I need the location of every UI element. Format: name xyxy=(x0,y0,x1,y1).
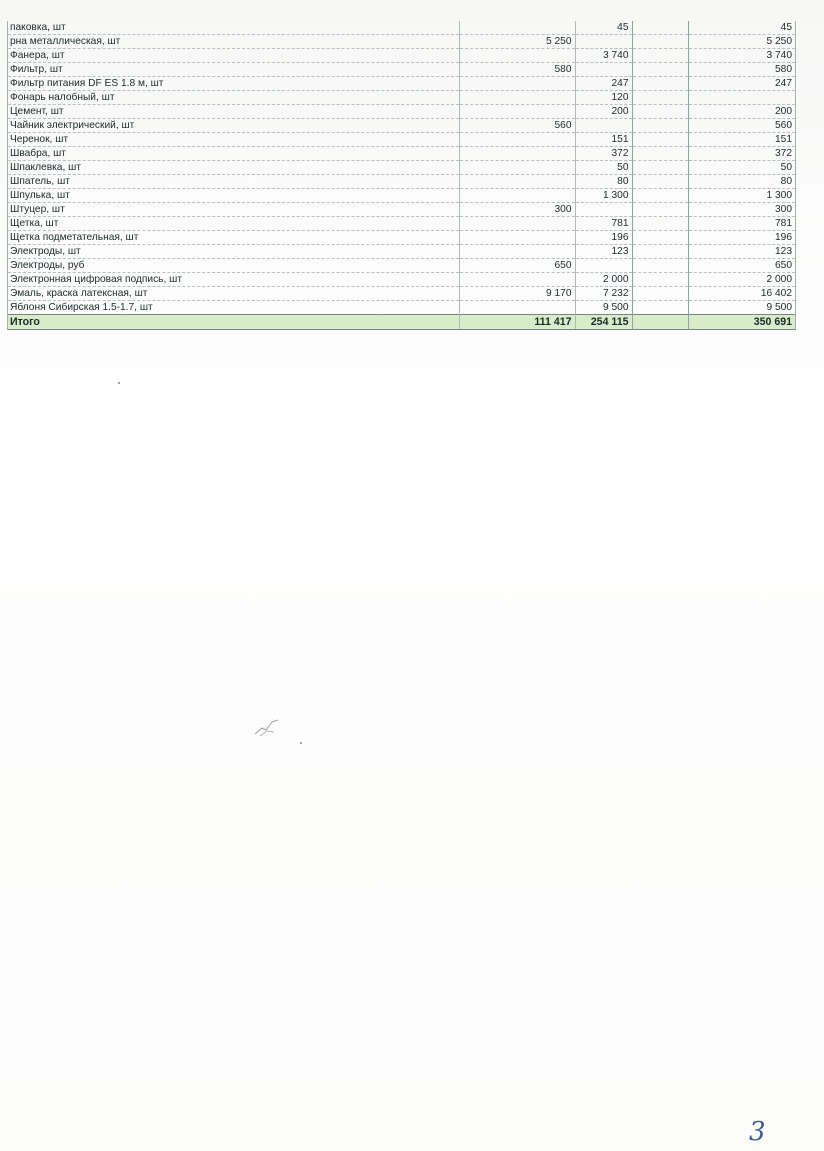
row-col-b: 151 xyxy=(575,133,632,147)
handwritten-page-number: 3 xyxy=(749,1117,766,1147)
row-col-c xyxy=(632,105,688,119)
row-name: Чайник электрический, шт xyxy=(8,119,459,133)
row-col-d: 80 xyxy=(688,175,795,189)
row-col-b: 7 232 xyxy=(575,287,632,301)
row-name: Электронная цифровая подпись, шт xyxy=(8,273,459,287)
row-col-d: 9 500 xyxy=(688,301,795,315)
row-name: Щетка подметательная, шт xyxy=(8,231,459,245)
table-row xyxy=(8,77,795,91)
row-col-c xyxy=(632,161,688,175)
row-col-c xyxy=(632,21,688,35)
row-name: Электроды, руб xyxy=(8,259,459,273)
table-row xyxy=(8,119,795,133)
row-col-c xyxy=(632,245,688,259)
total-row xyxy=(8,315,795,330)
row-col-a xyxy=(459,147,575,161)
row-col-c xyxy=(632,119,688,133)
table-row xyxy=(8,21,795,35)
row-col-b: 120 xyxy=(575,91,632,105)
row-col-b: 80 xyxy=(575,175,632,189)
row-name: рна металлическая, шт xyxy=(8,35,459,49)
row-col-d: 580 xyxy=(688,63,795,77)
row-col-d: 50 xyxy=(688,161,795,175)
row-col-d: 16 402 xyxy=(688,287,795,301)
row-col-b: 1 300 xyxy=(575,189,632,203)
table-body xyxy=(8,21,795,315)
row-col-d: 560 xyxy=(688,119,795,133)
table-row xyxy=(8,63,795,77)
row-col-a: 300 xyxy=(459,203,575,217)
row-name: Эмаль, краска латексная, шт xyxy=(8,287,459,301)
row-name: Фонарь налобный, шт xyxy=(8,91,459,105)
row-col-d: 1 300 xyxy=(688,189,795,203)
row-col-b xyxy=(575,35,632,49)
table-row xyxy=(8,259,795,273)
row-col-a xyxy=(459,217,575,231)
table-row xyxy=(8,35,795,49)
table-row xyxy=(8,203,795,217)
table-row xyxy=(8,175,795,189)
row-col-a xyxy=(459,231,575,245)
row-col-c xyxy=(632,77,688,91)
row-col-a xyxy=(459,105,575,119)
row-col-a xyxy=(459,273,575,287)
row-col-a xyxy=(459,161,575,175)
row-col-d: 2 000 xyxy=(688,273,795,287)
row-col-a xyxy=(459,21,575,35)
row-col-b xyxy=(575,119,632,133)
row-col-c xyxy=(632,49,688,63)
row-col-d: 196 xyxy=(688,231,795,245)
row-col-a xyxy=(459,77,575,91)
row-col-c xyxy=(632,287,688,301)
table-row xyxy=(8,133,795,147)
table-row xyxy=(8,189,795,203)
row-col-a: 650 xyxy=(459,259,575,273)
row-col-c xyxy=(632,189,688,203)
row-col-b: 2 000 xyxy=(575,273,632,287)
row-col-a: 5 250 xyxy=(459,35,575,49)
row-col-b: 247 xyxy=(575,77,632,91)
table-row xyxy=(8,147,795,161)
row-col-d: 3 740 xyxy=(688,49,795,63)
row-col-a: 9 170 xyxy=(459,287,575,301)
row-name: Цемент, шт xyxy=(8,105,459,119)
row-col-d: 247 xyxy=(688,77,795,91)
table-row xyxy=(8,287,795,301)
row-col-c xyxy=(632,63,688,77)
row-col-d: 123 xyxy=(688,245,795,259)
row-name: Фильтр, шт xyxy=(8,63,459,77)
row-col-d: 650 xyxy=(688,259,795,273)
row-col-a xyxy=(459,245,575,259)
row-col-d: 200 xyxy=(688,105,795,119)
row-col-d xyxy=(688,91,795,105)
row-col-a xyxy=(459,301,575,315)
row-name: Фанера, шт xyxy=(8,49,459,63)
table-row xyxy=(8,161,795,175)
row-name: Шпаклевка, шт xyxy=(8,161,459,175)
row-col-a xyxy=(459,189,575,203)
row-col-c xyxy=(632,217,688,231)
row-col-b: 50 xyxy=(575,161,632,175)
row-col-b: 200 xyxy=(575,105,632,119)
row-col-c xyxy=(632,35,688,49)
row-col-a xyxy=(459,133,575,147)
row-col-a xyxy=(459,91,575,105)
row-col-b: 781 xyxy=(575,217,632,231)
row-col-b xyxy=(575,63,632,77)
row-col-d: 5 250 xyxy=(688,35,795,49)
pencil-smudge xyxy=(252,716,282,738)
row-col-d: 781 xyxy=(688,217,795,231)
row-col-c xyxy=(632,147,688,161)
row-name: Швабра, шт xyxy=(8,147,459,161)
row-col-d: 300 xyxy=(688,203,795,217)
table-row xyxy=(8,231,795,245)
row-col-b: 372 xyxy=(575,147,632,161)
row-name: Щетка, шт xyxy=(8,217,459,231)
row-name: Фильтр питания DF ES 1.8 м, шт xyxy=(8,77,459,91)
total-col-b: 254 115 xyxy=(575,315,632,330)
row-name: Черенок, шт xyxy=(8,133,459,147)
row-col-c xyxy=(632,175,688,189)
row-col-b xyxy=(575,203,632,217)
row-col-d: 151 xyxy=(688,133,795,147)
row-col-c xyxy=(632,91,688,105)
paper-speck xyxy=(118,382,120,384)
row-name: Шпатель, шт xyxy=(8,175,459,189)
row-col-c xyxy=(632,231,688,245)
total-col-d: 350 691 xyxy=(688,315,795,330)
paper-speck xyxy=(300,742,302,744)
row-name: Электроды, шт xyxy=(8,245,459,259)
spreadsheet-table xyxy=(7,21,796,330)
row-col-c xyxy=(632,259,688,273)
total-col-a: 111 417 xyxy=(459,315,575,330)
items-table xyxy=(8,21,795,329)
table-row xyxy=(8,301,795,315)
table-row xyxy=(8,91,795,105)
row-col-b xyxy=(575,259,632,273)
row-col-b: 123 xyxy=(575,245,632,259)
total-col-c xyxy=(632,315,688,330)
table-row xyxy=(8,49,795,63)
row-col-c xyxy=(632,273,688,287)
row-col-b: 3 740 xyxy=(575,49,632,63)
total-label: Итого xyxy=(8,315,459,330)
row-col-a: 560 xyxy=(459,119,575,133)
row-col-a xyxy=(459,175,575,189)
row-col-b: 45 xyxy=(575,21,632,35)
table-row xyxy=(8,105,795,119)
row-name: Штуцер, шт xyxy=(8,203,459,217)
row-col-c xyxy=(632,203,688,217)
row-name: Шпулька, шт xyxy=(8,189,459,203)
table-row xyxy=(8,273,795,287)
row-name: паковка, шт xyxy=(8,21,459,35)
row-col-a xyxy=(459,49,575,63)
row-col-d: 372 xyxy=(688,147,795,161)
table-row xyxy=(8,245,795,259)
row-name: Яблоня Сибирская 1.5-1.7, шт xyxy=(8,301,459,315)
row-col-c xyxy=(632,133,688,147)
row-col-d: 45 xyxy=(688,21,795,35)
table-row xyxy=(8,217,795,231)
row-col-b: 9 500 xyxy=(575,301,632,315)
row-col-b: 196 xyxy=(575,231,632,245)
row-col-c xyxy=(632,301,688,315)
row-col-a: 580 xyxy=(459,63,575,77)
